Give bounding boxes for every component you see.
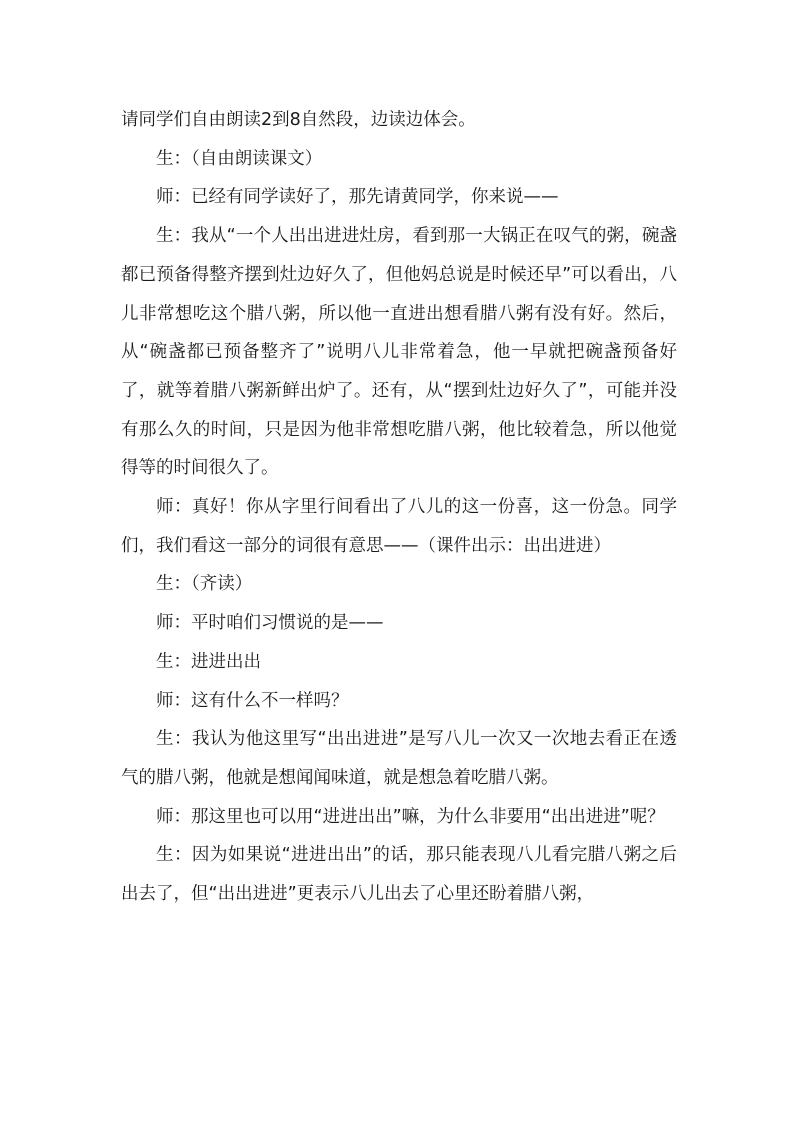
body-text [121,101,677,914]
dialogue-paragraph: 生：我从“一个人出出进进灶房，看到那一大锅正在叹气的粥，碗盏都已预备得整齐摆到灶边好久了，但他妈总说是时候还早”可以看出，八儿非常想吃这个腊八粥，所以他一直进出想看腊八粥有没有好。然后，从“碗盏都已预备整齐了”说明八儿非常着急，他一早就把碗盏预备好了，就等着腊八粥新鲜出炉了。还有，从“摆到灶边好久了”，可能并没有那么久的时间，只是因为他非常想吃腊八粥，他比较着急，所以他觉得等的时间很久了。 [121,226,677,479]
dialogue-paragraph: 生：我认为他这里写“出出进进”是写八儿一次又一次地去看正在透气的腊八粥，他就是想闻闻味道，就是想急着吃腊八粥。 [121,729,677,788]
intro-paragraph: 请同学们自由朗读2到8自然段，边读边体会。 [121,110,476,130]
dialogue-paragraph: 师：已经有同学读好了，那先请黄同学，你来说—— [156,187,559,208]
dialogue-paragraph: 生：（齐读） [156,574,253,595]
dialogue-paragraph: 师：那这里也可以用“进进出出”嘛，为什么非要用“出出进进”呢？ [156,806,665,827]
dialogue-paragraph: 师：真好！你从字里行间看出了八儿的这一份喜，这一份急。同学们，我们看这一部分的词很有意思——（课件出示：出出进进） [121,497,677,556]
dialogue-paragraph: 生：进进出出 [156,651,261,672]
dialogue-paragraph: 生：因为如果说“进进出出”的话，那只能表现八儿看完腊八粥之后出去了，但“出出进进”更表示八儿出去了心里还盼着腊八粥， [121,845,677,905]
dialogue-paragraph: 师：这有什么不一样吗？ [156,690,349,711]
dialogue-paragraph: 师：平时咱们习惯说的是—— [156,613,384,634]
dialogue-paragraph: 生：（自由朗读课文） [156,148,323,169]
